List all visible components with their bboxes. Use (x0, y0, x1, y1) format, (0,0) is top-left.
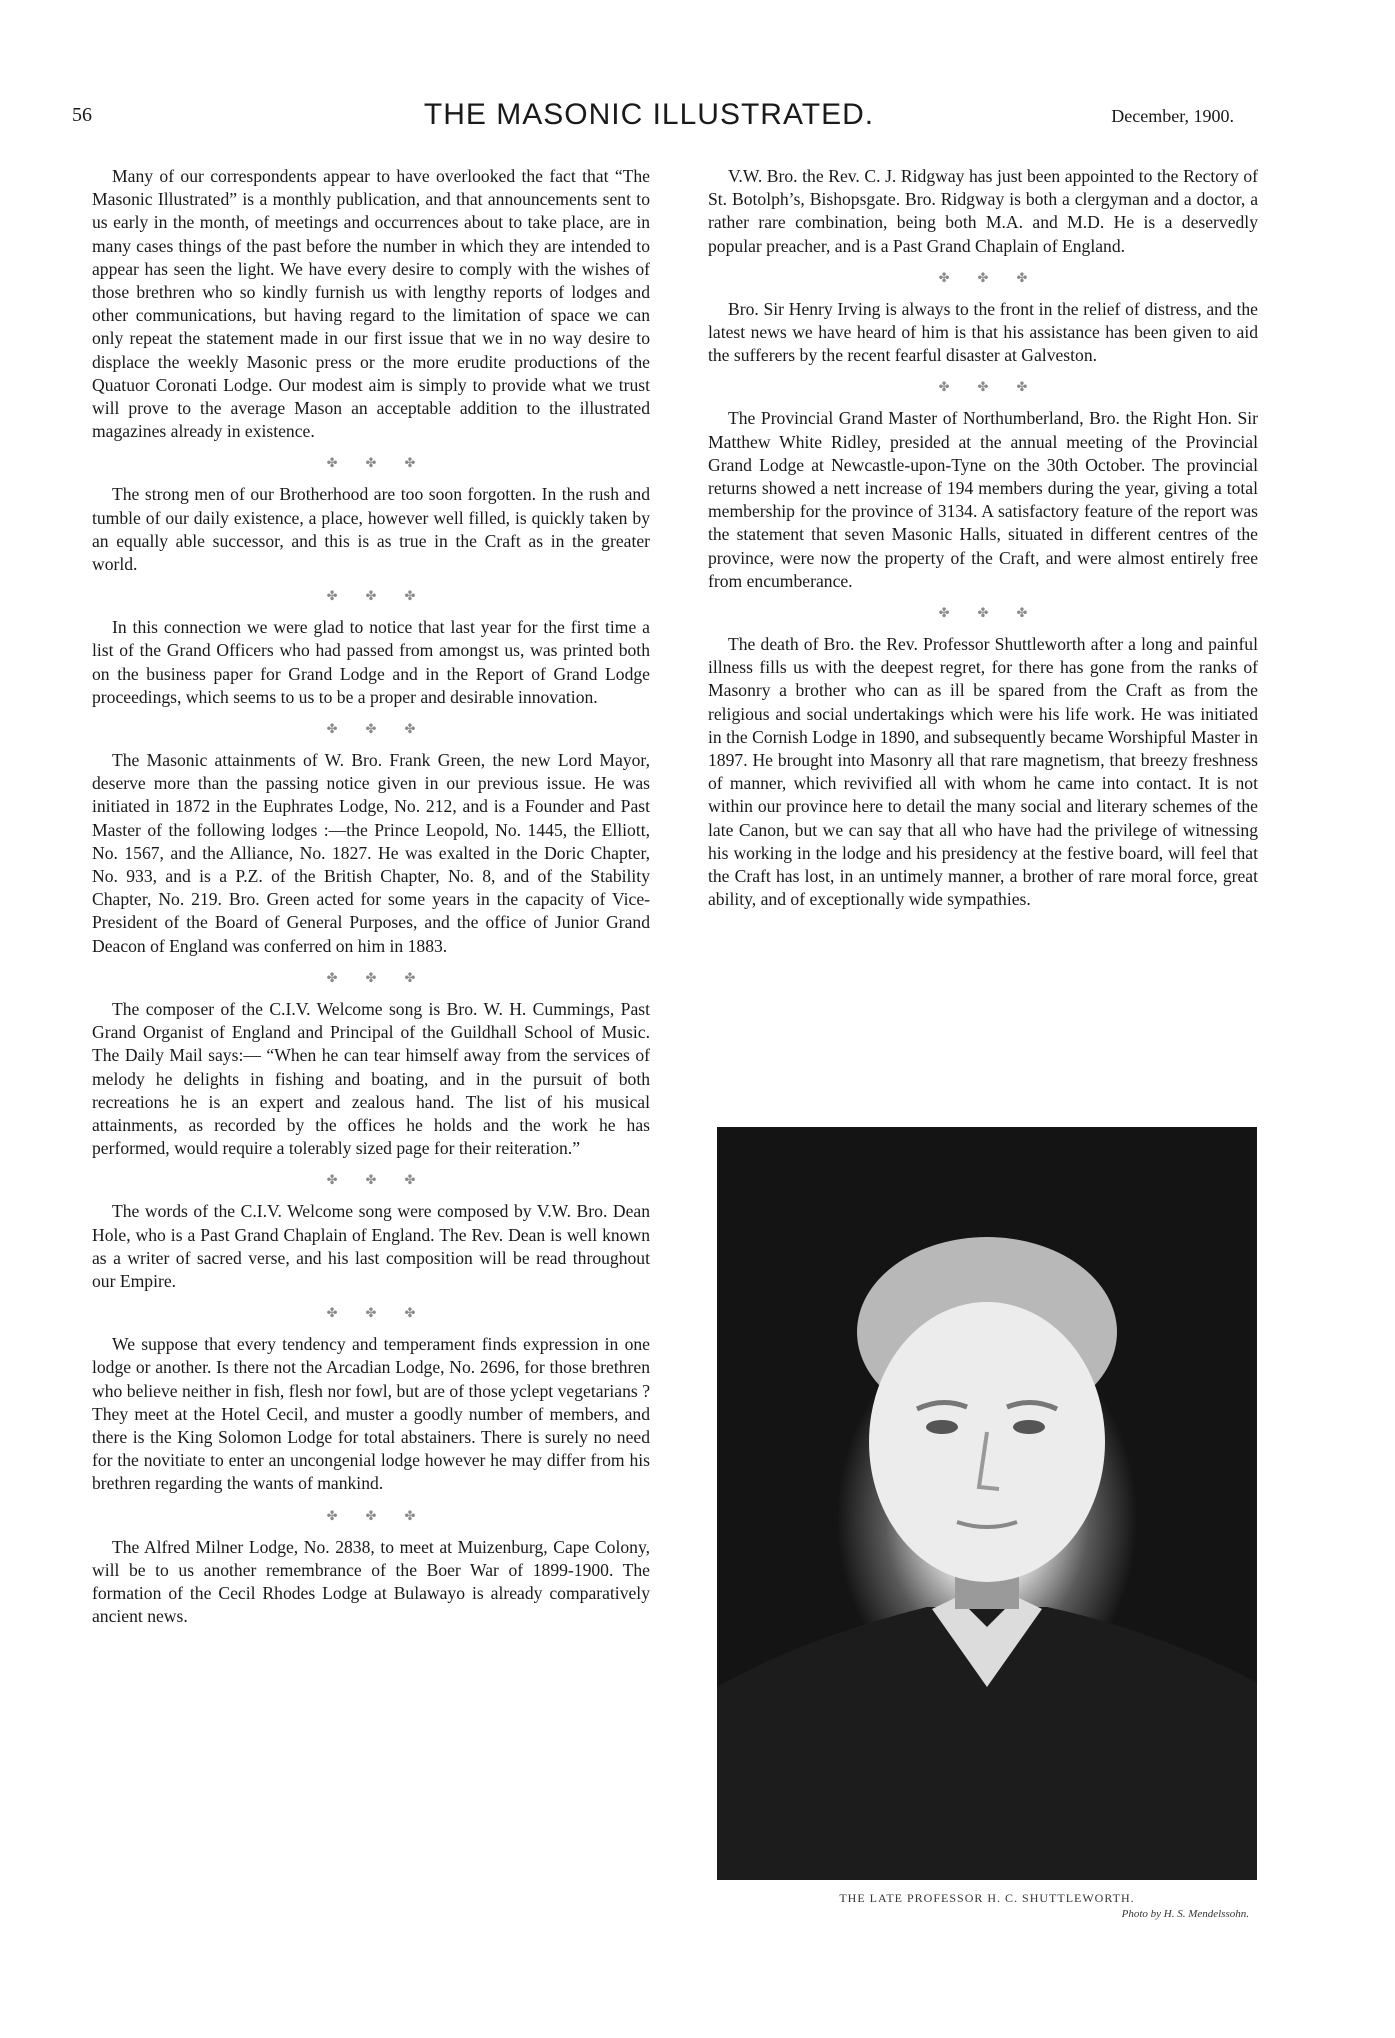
paragraph-alfred-milner: The Alfred Milner Lodge, No. 2838, to meet at Muizenburg, Cape Colony, will be to us another remembrance of the Boer War of 1899-1900. The formation of the Cecil Rhodes Lodge at Bulawayo is already comparatively ancient news. (92, 1536, 650, 1627)
separator-ornament-icon: ✤ (1016, 605, 1028, 621)
photo-credit: Photo by H. S. Mendelssohn. (1121, 1908, 1249, 1920)
page-number: 56 (72, 104, 92, 126)
section-separator (708, 367, 1258, 407)
section-separator (708, 593, 1258, 633)
portrait-photo (717, 1127, 1257, 1880)
separator-ornament-icon: ✤ (1016, 379, 1028, 395)
separator-ornament-icon: ✤ (977, 379, 989, 395)
paragraph-ridgway: V.W. Bro. the Rev. C. J. Ridgway has just been appointed to the Rectory of St. Botolph’s, Bishopsgate. Bro. Ridgway is both a clergyman and a doctor, a rather rare combination, being both M.A. and M.D. He is a deservedly popular preacher, and is a Past Grand Chaplain of England. (708, 166, 1258, 256)
paragraph-northumberland: The Provincial Grand Master of Northumberland, Bro. the Right Hon. Sir Matthew White Ridley, presided at the annual meeting of the Provincial Grand Lodge at Newcastle-upon-Tyne on the 30th October. The provincial returns showed a nett increase of 194 members during the year, giving a total membership for the province of 3134. A satisfactory feature of the report was the statement that seven Masonic Halls, situated in different centres of the province, were now the property of the Craft, and were almost entirely free from encumberance. (708, 408, 1258, 591)
separator-ornament-icon: ✤ (326, 1172, 338, 1188)
separator-ornament-icon: ✤ (326, 721, 338, 737)
separator-ornament-icon: ✤ (404, 1507, 416, 1523)
separator-ornament-icon: ✤ (404, 455, 416, 471)
separator-ornament-icon: ✤ (365, 1172, 377, 1188)
paragraph-civ-composer: The composer of the C.I.V. Welcome song is Bro. W. H. Cummings, Past Grand Organist of England and Principal of the Guildhall School of Music. The Daily Mail says:— “When he can tear himself away from the services of melody he delights in fishing and boating, and in the pursuit of both recreations he is an expert and zealous hand. The list of his musical attainments, as recorded by the offices he holds and the work he has performed, would require a tolerably sized page for their reiteration.” (92, 998, 650, 1159)
separator-ornament-icon: ✤ (938, 269, 950, 285)
section-separator (92, 958, 650, 998)
separator-ornament-icon: ✤ (404, 721, 416, 737)
separator-ornament-icon: ✤ (365, 1507, 377, 1523)
separator-ornament-icon: ✤ (326, 1507, 338, 1523)
separator-ornament-icon: ✤ (1016, 269, 1028, 285)
separator-ornament-icon: ✤ (404, 969, 416, 985)
separator-ornament-icon: ✤ (365, 1305, 377, 1321)
photo-caption: THE LATE PROFESSOR H. C. SHUTTLEWORTH. (839, 1891, 1135, 1905)
section-separator (92, 576, 650, 616)
separator-ornament-icon: ✤ (365, 969, 377, 985)
section-separator (92, 709, 650, 749)
section-separator (92, 1160, 650, 1200)
paragraph-shuttleworth: The death of Bro. the Rev. Professor Shuttleworth after a long and painful illness fills us with the deepest regret, for there has gone from the ranks of Masonry a brother who can as ill be spared from the Craft as from the religious and social undertakings which were his life work. He was initiated in the Cornish Lodge in 1890, and subsequently became Worshipful Master in 1897. He brought into Masonry all that rare magnetism, that breezy freshness of manner, which revivified all with whom he came into contact. It is not within our province here to detail the many social and literary schemes of the late Canon, but we can say that all who have had the privilege of witnessing his working in the lodge and his presidency at the festive board, will feel that the Craft has lost, in an untimely manner, a brother of rare moral force, great ability, and of exceptionally wide sympathies. (708, 634, 1258, 910)
masthead-title: THE MASONIC ILLUSTRATED. (423, 98, 875, 131)
section-separator (92, 443, 650, 483)
separator-ornament-icon: ✤ (977, 605, 989, 621)
separator-ornament-icon: ✤ (365, 721, 377, 737)
paragraph-frank-green: The Masonic attainments of W. Bro. Frank Green, the new Lord Mayor, deserve more than the passing notice given in our previous issue. He was initiated in 1872 in the Euphrates Lodge, No. 212, and is a Founder and Past Master of the following lodges :—the Prince Leopold, No. 1445, the Elliott, No. 1567, and the Alliance, No. 1827. He was exalted in the Doric Chapter, No. 933, and is a P.Z. of the British Chapter, No. 8, and of the Stability Chapter, No. 219. Bro. Green acted for some years in the capacity of Vice-President of the Board of General Purposes, and the office of Junior Grand Deacon of England was conferred on him in 1883. (92, 750, 650, 956)
left-column (92, 165, 650, 1628)
separator-ornament-icon: ✤ (938, 379, 950, 395)
separator-ornament-icon: ✤ (938, 605, 950, 621)
separator-ornament-icon: ✤ (326, 969, 338, 985)
section-separator (92, 1293, 650, 1333)
right-column (708, 165, 1258, 911)
separator-ornament-icon: ✤ (326, 1305, 338, 1321)
separator-ornament-icon: ✤ (326, 455, 338, 471)
separator-ornament-icon: ✤ (404, 1172, 416, 1188)
separator-ornament-icon: ✤ (977, 269, 989, 285)
page-header (64, 98, 1234, 138)
separator-ornament-icon: ✤ (326, 588, 338, 604)
paragraph-grand-officers: In this connection we were glad to notice that last year for the first time a list of the Grand Officers who had passed from amongst us, was printed both on the business paper for Grand Lodge and in the Report of Grand Lodge proceedings, which seems to us to be a proper and desirable innovation. (92, 617, 650, 707)
paragraph-strong-men: The strong men of our Brotherhood are too soon forgotten. In the rush and tumble of our daily existence, a place, however well filled, is quickly taken by an equally able successor, and this is as true in the Craft as in the greater world. (92, 484, 650, 575)
paragraph-civ-words: The words of the C.I.V. Welcome song were composed by V.W. Bro. Dean Hole, who is a Past Grand Chaplain of England. The Rev. Dean is well known as a writer of sacred verse, and his last composition will be read throughout our Empire. (92, 1201, 650, 1291)
paragraph-lodges-temperament: We suppose that every tendency and temperament finds expression in one lodge or another. Is there not the Arcadian Lodge, No. 2696, for those brethren who believe neither in fish, flesh nor fowl, but are of those yclept vegetarians ? They meet at the Hotel Cecil, and muster a goodly number of members, and there is the King Solomon Lodge for total abstainers. There is surely no need for the novitiate to enter an uncongenial lodge however he may differ from his brethren regarding the wants of mankind. (92, 1334, 650, 1494)
section-separator (92, 1496, 650, 1536)
paragraph-correspondents: Many of our correspondents appear to have overlooked the fact that “The Masonic Illustrated” is a monthly publication, and that announcements sent to us early in the month, of meetings and occurrences about to take place, are in many cases things of the past before the number in which they are intended to appear has seen the light. We have every desire to comply with the wishes of those brethren who so kindly furnish us with lengthy reports of lodges and other communications, but having regard to the limitation of space we can only repeat the statement made in our first issue that we in no way desire to displace the weekly Masonic press or the more erudite productions of the Quatuor Coronati Lodge. Our modest aim is simply to provide what we trust will prove to the average Mason an acceptable addition to the illustrated magazines already in existence. (92, 166, 650, 442)
paragraph-henry-irving: Bro. Sir Henry Irving is always to the front in the relief of distress, and the latest news we have heard of him is that his assistance has been given to aid the sufferers by the recent fearful disaster at Galveston. (708, 298, 1258, 366)
section-separator (708, 258, 1258, 298)
issue-date: December, 1900. (1111, 106, 1234, 126)
separator-ornament-icon: ✤ (404, 588, 416, 604)
separator-ornament-icon: ✤ (365, 455, 377, 471)
separator-ornament-icon: ✤ (365, 588, 377, 604)
portrait-silhouette (717, 1127, 1257, 1880)
separator-ornament-icon: ✤ (404, 1305, 416, 1321)
